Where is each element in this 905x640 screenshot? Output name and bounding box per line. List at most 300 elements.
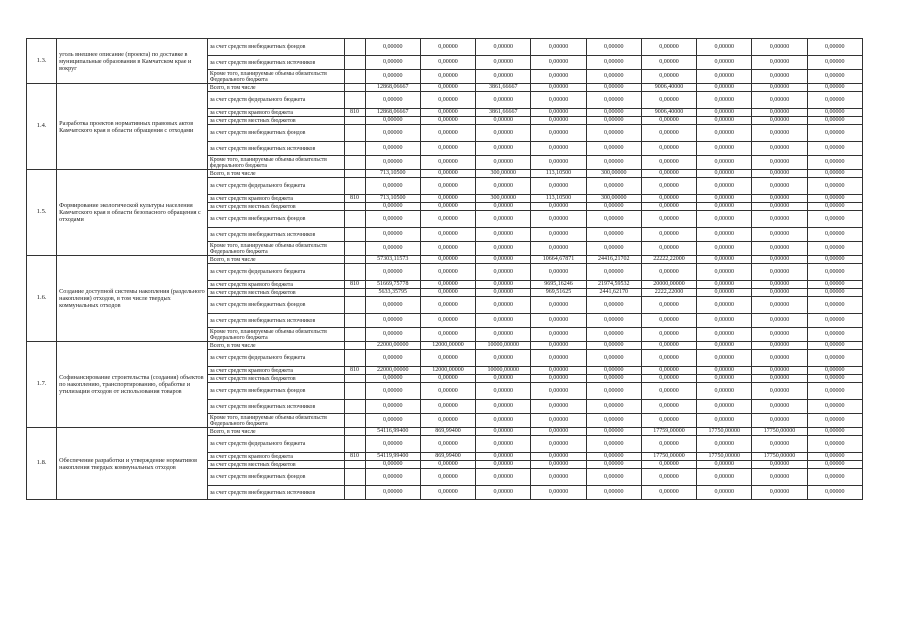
value-cell: 300,00000: [586, 195, 641, 203]
table-row: [27, 170, 863, 178]
value-cell: 0,00000: [697, 256, 752, 264]
value-cell: 0,00000: [807, 109, 862, 117]
value-cell: 0,00000: [752, 297, 807, 314]
value-cell: 17750,00000: [752, 428, 807, 436]
value-cell: 0,00000: [476, 228, 531, 242]
code-cell: [344, 414, 365, 428]
value-cell: 0,00000: [420, 328, 475, 342]
value-cell: 0,00000: [752, 156, 807, 170]
value-cell: 113,10500: [531, 195, 586, 203]
value-cell: 0,00000: [586, 367, 641, 375]
table-row: [27, 84, 863, 92]
value-cell: 0,00000: [807, 436, 862, 453]
section-name: Разработка проектов нормативных правовых актов Камчатского края в области обращения с отходами: [57, 84, 208, 170]
value-cell: 0,00000: [697, 375, 752, 383]
value-cell: 0,00000: [531, 211, 586, 228]
value-cell: 0,00000: [420, 486, 475, 500]
value-cell: 0,00000: [641, 242, 696, 256]
value-cell: 0,00000: [476, 92, 531, 109]
funding-source: за счет средств краевого бюджета: [207, 109, 344, 117]
value-cell: 0,00000: [697, 289, 752, 297]
value-cell: 0,00000: [586, 56, 641, 70]
value-cell: 10000,00000: [476, 367, 531, 375]
value-cell: 0,00000: [476, 297, 531, 314]
value-cell: 0,00000: [420, 56, 475, 70]
value-cell: 0,00000: [807, 428, 862, 436]
funding-source: Всего, в том числе: [207, 170, 344, 178]
value-cell: 12000,00000: [420, 342, 475, 350]
value-cell: 0,00000: [420, 314, 475, 328]
value-cell: 0,00000: [586, 211, 641, 228]
value-cell: 0,00000: [531, 264, 586, 281]
value-cell: 0,00000: [697, 178, 752, 195]
value-cell: 0,00000: [697, 486, 752, 500]
value-cell: 0,00000: [586, 383, 641, 400]
value-cell: 0,00000: [531, 109, 586, 117]
value-cell: 0,00000: [807, 142, 862, 156]
funding-source: за счет средств внебюджетных фондов: [207, 297, 344, 314]
value-cell: 0,00000: [807, 170, 862, 178]
code-cell: [344, 70, 365, 84]
value-cell: 0,00000: [476, 461, 531, 469]
code-cell: [344, 350, 365, 367]
code-cell: 810: [344, 367, 365, 375]
value-cell: 0,00000: [586, 92, 641, 109]
value-cell: 0,00000: [697, 383, 752, 400]
value-cell: 0,00000: [476, 314, 531, 328]
value-cell: 0,00000: [586, 314, 641, 328]
value-cell: 0,00000: [420, 203, 475, 211]
value-cell: 0,00000: [807, 400, 862, 414]
value-cell: 0,00000: [752, 195, 807, 203]
value-cell: 0,00000: [365, 70, 420, 84]
funding-source: за счет средств краевого бюджета: [207, 195, 344, 203]
value-cell: 0,00000: [641, 328, 696, 342]
value-cell: 2222,22000: [641, 289, 696, 297]
value-cell: 0,00000: [807, 70, 862, 84]
value-cell: 0,00000: [641, 486, 696, 500]
value-cell: 0,00000: [531, 297, 586, 314]
value-cell: 0,00000: [476, 289, 531, 297]
value-cell: 0,00000: [641, 203, 696, 211]
section-name: Обеспечение разработки и утверждение нормативов накопления твердых коммунальных отходов: [57, 428, 208, 500]
value-cell: 0,00000: [365, 156, 420, 170]
value-cell: 22222,22000: [641, 256, 696, 264]
value-cell: 21974,59532: [586, 281, 641, 289]
value-cell: 0,00000: [641, 211, 696, 228]
table-row: [27, 428, 863, 436]
code-cell: [344, 400, 365, 414]
value-cell: 51669,75778: [365, 281, 420, 289]
value-cell: 0,00000: [641, 117, 696, 125]
value-cell: 0,00000: [752, 203, 807, 211]
value-cell: 0,00000: [641, 414, 696, 428]
value-cell: 0,00000: [420, 70, 475, 84]
value-cell: 0,00000: [476, 375, 531, 383]
funding-source: за счет средств краевого бюджета: [207, 453, 344, 461]
value-cell: 0,00000: [476, 400, 531, 414]
value-cell: 0,00000: [807, 314, 862, 328]
value-cell: 0,00000: [420, 39, 475, 56]
value-cell: 0,00000: [697, 92, 752, 109]
section-index: 1.3.: [27, 39, 57, 84]
value-cell: 0,00000: [420, 461, 475, 469]
value-cell: 0,00000: [641, 156, 696, 170]
value-cell: 0,00000: [697, 367, 752, 375]
funding-source: за счет средств внебюджетных источников: [207, 56, 344, 70]
value-cell: 0,00000: [420, 117, 475, 125]
value-cell: 0,00000: [476, 414, 531, 428]
value-cell: 0,00000: [807, 453, 862, 461]
value-cell: 0,00000: [531, 367, 586, 375]
value-cell: 0,00000: [697, 117, 752, 125]
value-cell: 0,00000: [476, 436, 531, 453]
value-cell: 0,00000: [807, 203, 862, 211]
value-cell: 0,00000: [586, 125, 641, 142]
value-cell: 0,00000: [531, 39, 586, 56]
value-cell: 0,00000: [365, 264, 420, 281]
value-cell: 0,00000: [752, 400, 807, 414]
funding-source: Кроме того, планируемые объемы обязательств Федерального бюджета: [207, 70, 344, 84]
value-cell: 0,00000: [531, 469, 586, 486]
value-cell: 0,00000: [697, 109, 752, 117]
value-cell: 0,00000: [752, 436, 807, 453]
value-cell: 0,00000: [752, 56, 807, 70]
code-cell: [344, 56, 365, 70]
code-cell: [344, 436, 365, 453]
value-cell: 0,00000: [697, 264, 752, 281]
value-cell: 0,00000: [752, 211, 807, 228]
value-cell: 5633,35795: [365, 289, 420, 297]
value-cell: 0,00000: [586, 84, 641, 92]
code-cell: [344, 39, 365, 56]
funding-source: за счет средств внебюджетных источников: [207, 142, 344, 156]
value-cell: 0,00000: [807, 461, 862, 469]
value-cell: 0,00000: [420, 383, 475, 400]
code-cell: [344, 469, 365, 486]
value-cell: 0,00000: [531, 156, 586, 170]
value-cell: 0,00000: [531, 400, 586, 414]
value-cell: 0,00000: [531, 242, 586, 256]
code-cell: [344, 289, 365, 297]
value-cell: 0,00000: [807, 328, 862, 342]
value-cell: 0,00000: [365, 117, 420, 125]
funding-source: Кроме того, планируемые объемы обязательств федерального бюджета: [207, 156, 344, 170]
value-cell: 0,00000: [752, 242, 807, 256]
value-cell: 0,00000: [641, 383, 696, 400]
value-cell: 0,00000: [586, 469, 641, 486]
value-cell: 0,00000: [586, 461, 641, 469]
funding-source: Кроме того, планируемые объемы обязательств Федерального бюджета: [207, 242, 344, 256]
value-cell: 0,00000: [420, 211, 475, 228]
code-cell: [344, 203, 365, 211]
value-cell: 0,00000: [641, 436, 696, 453]
value-cell: 0,00000: [365, 469, 420, 486]
value-cell: 0,00000: [476, 383, 531, 400]
code-cell: [344, 256, 365, 264]
value-cell: 0,00000: [697, 203, 752, 211]
value-cell: 0,00000: [420, 125, 475, 142]
value-cell: 0,00000: [365, 461, 420, 469]
value-cell: 0,00000: [752, 328, 807, 342]
funding-source: за счет средств краевого бюджета: [207, 281, 344, 289]
value-cell: 0,00000: [476, 281, 531, 289]
value-cell: 0,00000: [365, 400, 420, 414]
value-cell: 0,00000: [752, 486, 807, 500]
code-cell: [344, 328, 365, 342]
code-cell: [344, 242, 365, 256]
value-cell: 0,00000: [752, 84, 807, 92]
code-cell: [344, 92, 365, 109]
code-cell: 810: [344, 195, 365, 203]
value-cell: 24416,21702: [586, 256, 641, 264]
value-cell: 12868,06667: [365, 109, 420, 117]
value-cell: 9695,16246: [531, 281, 586, 289]
code-cell: [344, 461, 365, 469]
value-cell: 0,00000: [697, 461, 752, 469]
code-cell: [344, 297, 365, 314]
value-cell: 0,00000: [586, 203, 641, 211]
value-cell: 10664,67871: [531, 256, 586, 264]
value-cell: 0,00000: [420, 178, 475, 195]
value-cell: 0,00000: [586, 39, 641, 56]
value-cell: 0,00000: [807, 56, 862, 70]
value-cell: 54119,99400: [365, 453, 420, 461]
code-cell: [344, 264, 365, 281]
value-cell: 0,00000: [476, 203, 531, 211]
value-cell: 0,00000: [365, 39, 420, 56]
value-cell: 0,00000: [697, 39, 752, 56]
value-cell: 0,00000: [365, 178, 420, 195]
code-cell: [344, 211, 365, 228]
section-name: Формирование экологической культуры населения Камчатского края в области безопасного обращения с отходами: [57, 170, 208, 256]
section-index: 1.5.: [27, 170, 57, 256]
value-cell: 0,00000: [365, 56, 420, 70]
value-cell: 0,00000: [752, 92, 807, 109]
code-cell: 810: [344, 109, 365, 117]
value-cell: 0,00000: [641, 469, 696, 486]
value-cell: 0,00000: [476, 178, 531, 195]
value-cell: 0,00000: [531, 117, 586, 125]
value-cell: 0,00000: [697, 170, 752, 178]
value-cell: 0,00000: [531, 178, 586, 195]
value-cell: 0,00000: [365, 375, 420, 383]
value-cell: 0,00000: [752, 469, 807, 486]
value-cell: 17750,00000: [697, 428, 752, 436]
value-cell: 300,00000: [586, 170, 641, 178]
funding-source: Всего, в том числе: [207, 256, 344, 264]
value-cell: 0,00000: [586, 70, 641, 84]
value-cell: 0,00000: [641, 461, 696, 469]
value-cell: 0,00000: [697, 142, 752, 156]
value-cell: 0,00000: [586, 486, 641, 500]
value-cell: 0,00000: [697, 228, 752, 242]
funding-source: за счет средств краевого бюджета: [207, 367, 344, 375]
value-cell: 0,00000: [752, 367, 807, 375]
value-cell: 0,00000: [365, 211, 420, 228]
value-cell: 0,00000: [365, 314, 420, 328]
value-cell: 0,00000: [531, 414, 586, 428]
value-cell: 0,00000: [586, 436, 641, 453]
funding-source: за счет средств федерального бюджета: [207, 264, 344, 281]
funding-source: за счет средств местных бюджетов: [207, 461, 344, 469]
value-cell: 0,00000: [531, 314, 586, 328]
section-index: 1.7.: [27, 342, 57, 428]
section-index: 1.6.: [27, 256, 57, 342]
value-cell: 0,00000: [586, 350, 641, 367]
value-cell: 0,00000: [420, 170, 475, 178]
value-cell: 0,00000: [697, 281, 752, 289]
code-cell: 810: [344, 453, 365, 461]
value-cell: 0,00000: [807, 383, 862, 400]
value-cell: 0,00000: [752, 228, 807, 242]
value-cell: 9006,40000: [641, 109, 696, 117]
value-cell: 0,00000: [752, 375, 807, 383]
value-cell: 0,00000: [365, 92, 420, 109]
value-cell: 0,00000: [586, 375, 641, 383]
value-cell: 3861,66667: [476, 109, 531, 117]
value-cell: 0,00000: [420, 92, 475, 109]
value-cell: 0,00000: [420, 242, 475, 256]
value-cell: 0,00000: [531, 92, 586, 109]
code-cell: [344, 383, 365, 400]
value-cell: 57303,11573: [365, 256, 420, 264]
value-cell: 0,00000: [420, 400, 475, 414]
funding-source: Всего, в том числе: [207, 84, 344, 92]
code-cell: [344, 428, 365, 436]
value-cell: 0,00000: [807, 178, 862, 195]
budget-table: [26, 38, 863, 500]
value-cell: 0,00000: [752, 70, 807, 84]
code-cell: [344, 486, 365, 500]
value-cell: 0,00000: [641, 142, 696, 156]
value-cell: 0,00000: [586, 328, 641, 342]
value-cell: 0,00000: [752, 383, 807, 400]
value-cell: 0,00000: [586, 264, 641, 281]
value-cell: 0,00000: [531, 125, 586, 142]
value-cell: 0,00000: [365, 203, 420, 211]
value-cell: 0,00000: [531, 56, 586, 70]
code-cell: [344, 314, 365, 328]
value-cell: 0,00000: [586, 453, 641, 461]
section-name: уголь внешнее описание (проекта) по доставке в муниципальные образования в Камчатском крае и вокруг: [57, 39, 208, 84]
budget-table-page: [26, 38, 863, 500]
value-cell: 0,00000: [807, 281, 862, 289]
value-cell: 0,00000: [807, 256, 862, 264]
value-cell: 0,00000: [365, 383, 420, 400]
value-cell: 0,00000: [641, 314, 696, 328]
funding-source: за счет средств местных бюджетов: [207, 203, 344, 211]
code-cell: [344, 342, 365, 350]
code-cell: [344, 375, 365, 383]
value-cell: 0,00000: [420, 436, 475, 453]
funding-source: за счет средств внебюджетных фондов: [207, 469, 344, 486]
value-cell: 0,00000: [697, 211, 752, 228]
value-cell: 0,00000: [420, 375, 475, 383]
value-cell: 0,00000: [531, 342, 586, 350]
code-cell: [344, 84, 365, 92]
value-cell: 9006,40000: [641, 84, 696, 92]
funding-source: за счет средств внебюджетных фондов: [207, 125, 344, 142]
funding-source: за счет средств местных бюджетов: [207, 375, 344, 383]
value-cell: 0,00000: [586, 414, 641, 428]
funding-source: Всего, в том числе: [207, 428, 344, 436]
value-cell: 0,00000: [807, 289, 862, 297]
value-cell: 0,00000: [420, 142, 475, 156]
value-cell: 0,00000: [531, 375, 586, 383]
funding-source: за счет средств федерального бюджета: [207, 350, 344, 367]
value-cell: 0,00000: [476, 70, 531, 84]
value-cell: 0,00000: [531, 228, 586, 242]
value-cell: 0,00000: [641, 39, 696, 56]
value-cell: 0,00000: [697, 350, 752, 367]
value-cell: 0,00000: [641, 195, 696, 203]
value-cell: 0,00000: [586, 228, 641, 242]
value-cell: 0,00000: [752, 314, 807, 328]
code-cell: [344, 228, 365, 242]
value-cell: 969,51625: [531, 289, 586, 297]
table-row: [27, 39, 863, 56]
value-cell: 0,00000: [531, 461, 586, 469]
funding-source: за счет средств внебюджетных источников: [207, 400, 344, 414]
value-cell: 0,00000: [420, 281, 475, 289]
value-cell: 869,99400: [420, 428, 475, 436]
value-cell: 0,00000: [697, 297, 752, 314]
value-cell: 54116,99400: [365, 428, 420, 436]
value-cell: 0,00000: [476, 428, 531, 436]
value-cell: 0,00000: [476, 469, 531, 486]
value-cell: 20000,00000: [641, 281, 696, 289]
value-cell: 17759,00000: [641, 428, 696, 436]
value-cell: 0,00000: [420, 84, 475, 92]
value-cell: 0,00000: [752, 256, 807, 264]
value-cell: 0,00000: [697, 125, 752, 142]
funding-source: за счет средств местных бюджетов: [207, 117, 344, 125]
value-cell: 0,00000: [641, 228, 696, 242]
value-cell: 17750,00000: [752, 453, 807, 461]
value-cell: 0,00000: [752, 109, 807, 117]
value-cell: 0,00000: [807, 367, 862, 375]
value-cell: 12000,00000: [420, 367, 475, 375]
value-cell: 0,00000: [420, 414, 475, 428]
value-cell: 0,00000: [807, 125, 862, 142]
value-cell: 0,00000: [752, 264, 807, 281]
value-cell: 0,00000: [807, 414, 862, 428]
value-cell: 0,00000: [531, 486, 586, 500]
value-cell: 22000,00000: [365, 367, 420, 375]
funding-source: за счет средств внебюджетных фондов: [207, 211, 344, 228]
value-cell: 0,00000: [752, 342, 807, 350]
value-cell: 0,00000: [752, 117, 807, 125]
funding-source: за счет средств федерального бюджета: [207, 92, 344, 109]
funding-source: за счет средств внебюджетных фондов: [207, 383, 344, 400]
value-cell: 0,00000: [586, 342, 641, 350]
funding-source: за счет средств федерального бюджета: [207, 436, 344, 453]
value-cell: 0,00000: [641, 56, 696, 70]
value-cell: 0,00000: [697, 242, 752, 256]
value-cell: 0,00000: [476, 350, 531, 367]
value-cell: 300,00000: [476, 170, 531, 178]
value-cell: 0,00000: [807, 84, 862, 92]
value-cell: 0,00000: [586, 400, 641, 414]
value-cell: 0,00000: [807, 39, 862, 56]
value-cell: 0,00000: [752, 39, 807, 56]
code-cell: 810: [344, 281, 365, 289]
value-cell: 0,00000: [807, 117, 862, 125]
value-cell: 0,00000: [365, 414, 420, 428]
code-cell: [344, 156, 365, 170]
value-cell: 0,00000: [807, 242, 862, 256]
